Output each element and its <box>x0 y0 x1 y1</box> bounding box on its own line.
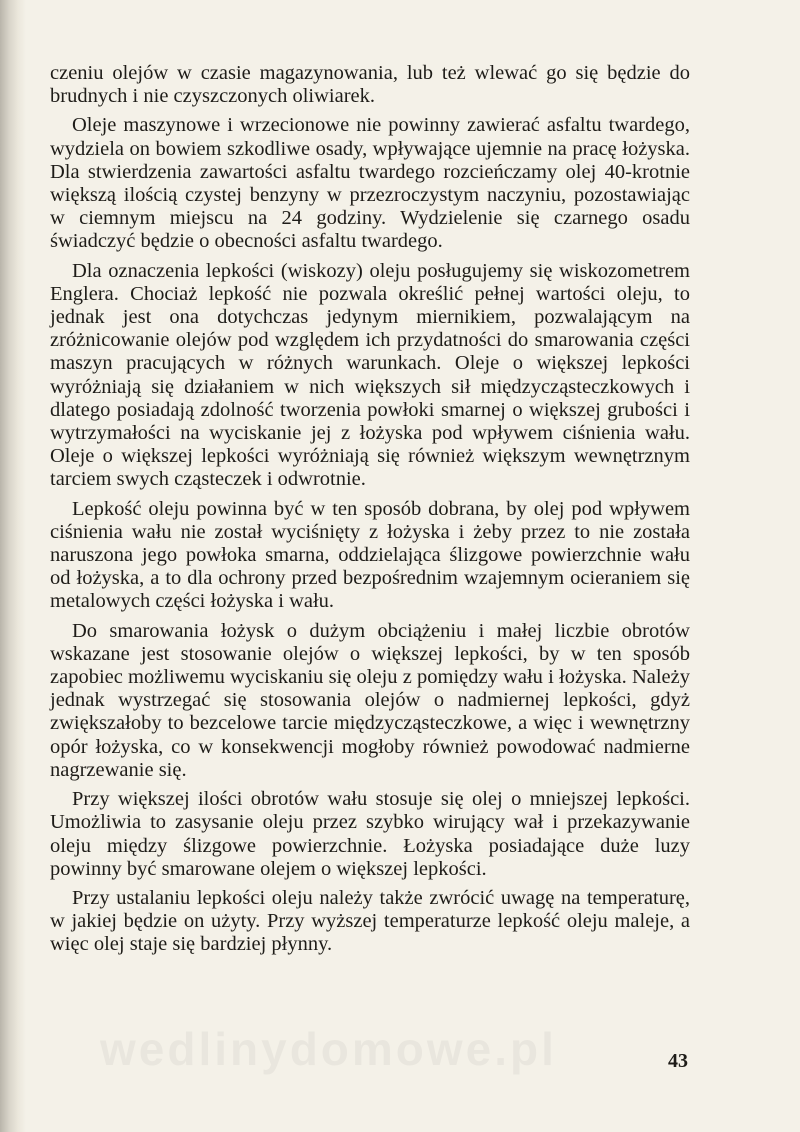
paragraph-viscosity: Dla oznaczenia lepkości (wiskozy) oleju posługujemy się wiskozometrem Englera. Chociaż lepkość nie pozwala określić pełnej wartości oleju, to jednak jest ona dotychczas jedynym miernikiem, pozwalającym na zróżnicowanie olejów pod względem ich przydatności do smarowania części maszyn pracujących w różnych warunkach. Oleje o większej lepkości wyróżniają się działaniem w nich większych sił międzycząsteczkowych i dlatego posiadają zdolność tworzenia powłoki smarnej o większej grubości i wytrzymałości na wyciskanie jej z łożyska pod wpływem ciśnienia wału. Oleje o większej lepkości wyróżniają się również większym wewnętrznym tarciem swych cząsteczek i odwrotnie. <box>50 259 690 491</box>
paragraph-high-speed: Przy większej ilości obrotów wału stosuje się olej o mniejszej lepkości. Umożliwia to zasysanie oleju przez szybko wirujący wał i przekazywanie oleju między ślizgowe powierzchnie. Łożyska posiadające duże luzy powinny być smarowane olejem o większej lepkości. <box>50 788 690 880</box>
paragraph-asphalt: Oleje maszynowe i wrzecionowe nie powinny zawierać asfaltu twardego, wydziela on bowiem szkodliwe osady, wpływające ujemnie na pracę łożyska. Dla stwierdzenia zawartości asfaltu twardego rozcieńczamy olej 40-krotnie większą ilością czystej benzyny w przezroczystym naczyniu, pozostawiając w ciemnym miejscu na 24 godziny. Wydzielenie się czarnego osadu świadczyć będzie o obecności asfaltu twardego. <box>50 114 690 253</box>
page-body <box>50 62 690 963</box>
paragraph-temperature: Przy ustalaniu lepkości oleju należy także zwrócić uwagę na temperaturę, w jakiej będzie on użyty. Przy wyższej temperaturze lepkość oleju maleje, a więc olej staje się bardziej płynny. <box>50 886 690 956</box>
paragraph-continuation: czeniu olejów w czasie magazynowania, lub też wlewać go się będzie do brudnych i nie czyszczonych oliwiarek. <box>50 62 690 108</box>
watermark <box>100 1022 720 1076</box>
scan-edge-shadow <box>0 0 26 1132</box>
paragraph-viscosity-selection: Lepkość oleju powinna być w ten sposób dobrana, by olej pod wpływem ciśnienia wału nie został wyciśnięty z łożyska i żeby przez to nie została naruszona jego powłoka smarna, oddzielająca ślizgowe powierzchnie wału od łożyska, a to dla ochrony przed bezpośrednim wzajemnym ocieraniem się metalowych części łożyska i wału. <box>50 497 690 613</box>
paragraph-heavy-load-bearings: Do smarowania łożysk o dużym obciążeniu i małej liczbie obrotów wskazane jest stosowanie olejów o większej lepkości, by w ten sposób zapobiec możliwemu wyciskaniu się oleju z pomiędzy wału i łożyska. Należy jednak wystrzegać się stosowania olejów o nadmiernej lepkości, gdyż zwiększałoby to bezcelowe tarcie międzycząsteczkowe, a więc i wewnętrzny opór łożyska, co w konsekwencji mogłoby również powodować nadmierne nagrzewanie się. <box>50 619 690 781</box>
page-number: 43 <box>668 1050 688 1072</box>
